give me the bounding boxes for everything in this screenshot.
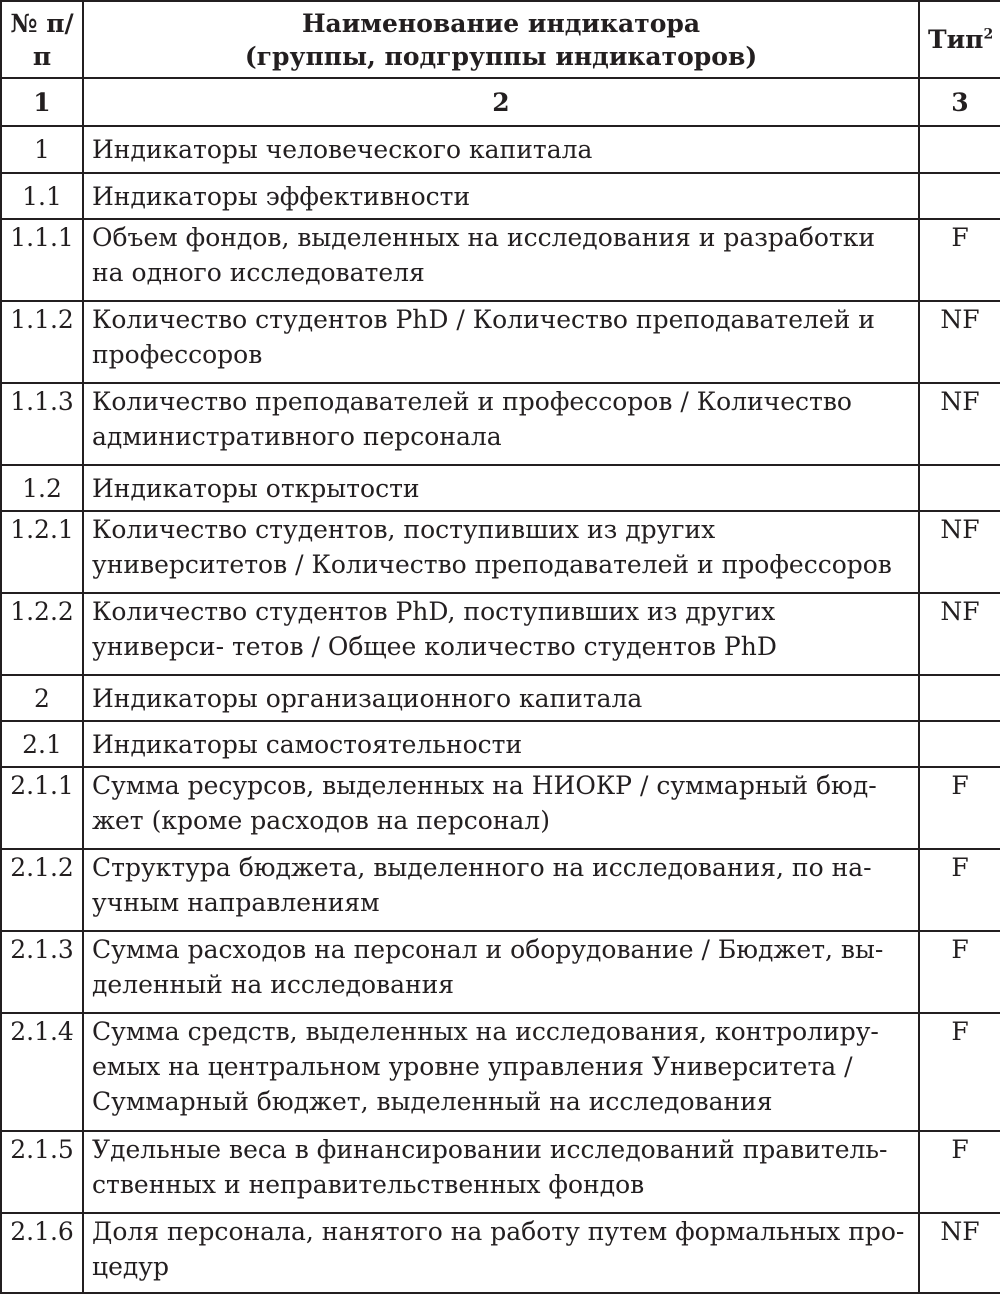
row-type <box>919 675 1000 721</box>
row-num: 2.1.6 <box>1 1213 83 1293</box>
row-type: NF <box>919 301 1000 383</box>
row-name: Сумма ресурсов, выделенных на НИОКР / суммарный бюд- жет (кроме расходов на персонал) <box>83 767 919 849</box>
row-num: 1.2.2 <box>1 593 83 675</box>
table-row <box>1 219 1000 301</box>
row-num: 1.1.2 <box>1 301 83 383</box>
table-row <box>1 721 1000 767</box>
row-num: 2.1.1 <box>1 767 83 849</box>
row-type <box>919 465 1000 511</box>
header-name-line2: (группы, подгруппы индикаторов) <box>244 41 758 71</box>
row-type: NF <box>919 1213 1000 1293</box>
row-num: 2.1 <box>1 721 83 767</box>
row-type: NF <box>919 383 1000 465</box>
row-name: Удельные веса в финансировании исследований правитель- ственных и неправительственных фондов <box>83 1131 919 1213</box>
row-name: Индикаторы самостоятельности <box>83 721 919 767</box>
row-name: Индикаторы открытости <box>83 465 919 511</box>
table-row <box>1 301 1000 383</box>
row-num: 1.2 <box>1 465 83 511</box>
header-type: Тип$^2$ <box>919 1 1000 78</box>
row-type: NF <box>919 593 1000 675</box>
row-num: 2.1.3 <box>1 931 83 1013</box>
row-num: 1 <box>1 126 83 173</box>
table-row <box>1 511 1000 593</box>
row-type <box>919 721 1000 767</box>
row-type: F <box>919 1131 1000 1213</box>
row-type <box>919 173 1000 219</box>
header-name <box>83 1 919 78</box>
row-name: Объем фондов, выделенных на исследования и разработки на одного исследователя <box>83 219 919 301</box>
table-row <box>1 593 1000 675</box>
table-row <box>1 383 1000 465</box>
row-type: F <box>919 849 1000 931</box>
table-row <box>1 931 1000 1013</box>
row-name: Доля персонала, нанятого на работу путем формальных про- цедур <box>83 1213 919 1293</box>
column-number-row <box>1 78 1000 126</box>
table-row <box>1 675 1000 721</box>
row-name: Структура бюджета, выделенного на исследования, по на- учным направлениям <box>83 849 919 931</box>
row-name: Сумма средств, выделенных на исследования, контролиру- емых на центральном уровне управления Университета / Суммарный бюджет, выделенный на исследования <box>83 1013 919 1131</box>
row-type <box>919 126 1000 173</box>
table-row <box>1 173 1000 219</box>
row-num: 1.1.1 <box>1 219 83 301</box>
row-name: Количество студентов, поступивших из других университетов / Количество преподавателей и профессоров <box>83 511 919 593</box>
row-num: 1.1 <box>1 173 83 219</box>
row-name: Количество преподавателей и профессоров / Количество административного персонала <box>83 383 919 465</box>
row-num: 2 <box>1 675 83 721</box>
row-type: F <box>919 931 1000 1013</box>
row-num: 2.1.5 <box>1 1131 83 1213</box>
row-type: F <box>919 1013 1000 1131</box>
row-num: 2.1.4 <box>1 1013 83 1131</box>
table-row <box>1 1213 1000 1293</box>
table-row <box>1 1013 1000 1131</box>
column-number-1: 1 <box>1 78 83 126</box>
table-row <box>1 126 1000 173</box>
row-type: F <box>919 767 1000 849</box>
column-number-2: 2 <box>83 78 919 126</box>
header-name-line1: Наименование индикатора <box>301 8 701 38</box>
row-num: 1.2.1 <box>1 511 83 593</box>
table-row <box>1 465 1000 511</box>
row-num: 1.1.3 <box>1 383 83 465</box>
row-name: Индикаторы организационного капитала <box>83 675 919 721</box>
table-row <box>1 1131 1000 1213</box>
row-name: Индикаторы человеческого капитала <box>83 126 919 173</box>
row-type: NF <box>919 511 1000 593</box>
row-name: Индикаторы эффективности <box>83 173 919 219</box>
table-row <box>1 849 1000 931</box>
row-num: 2.1.2 <box>1 849 83 931</box>
type-footnote: 2 <box>983 26 994 43</box>
row-name: Количество студентов PhD, поступивших из других универси- тетов / Общее количество студентов PhD <box>83 593 919 675</box>
row-name: Количество студентов PhD / Количество преподавателей и профессоров <box>83 301 919 383</box>
row-type: F <box>919 219 1000 301</box>
row-name: Сумма расходов на персонал и оборудование / Бюджет, вы- деленный на исследования <box>83 931 919 1013</box>
header-row <box>1 1 1000 78</box>
header-num: № п/п <box>1 1 83 78</box>
column-number-3: 3 <box>919 78 1000 126</box>
table-row <box>1 767 1000 849</box>
